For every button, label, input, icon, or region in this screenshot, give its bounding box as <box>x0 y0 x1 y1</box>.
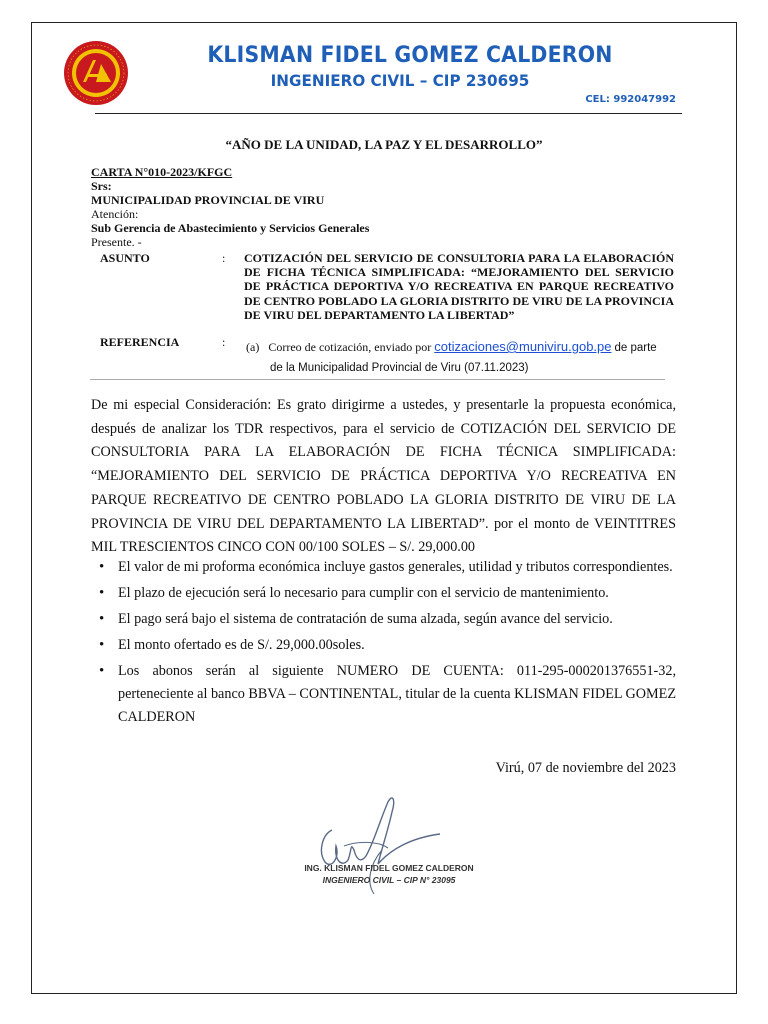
recipient: MUNICIPALIDAD PROVINCIAL DE VIRU <box>91 193 325 207</box>
header-phone: CEL: 992047992 <box>585 94 676 105</box>
list-item: • El valor de mi proforma económica incluye gastos generales, utilidad y tributos correspondientes. <box>91 556 676 579</box>
list-item: • El pago será bajo el sistema de contratación de suma alzada, según avance del servicio. <box>91 608 676 631</box>
ref-tail1: de parte <box>614 342 657 354</box>
year-motto: “AÑO DE LA UNIDAD, LA PAZ Y EL DESARROLLO” <box>225 137 543 152</box>
referencia-label: REFERENCIA <box>100 335 180 349</box>
asunto-label: ASUNTO <box>100 251 150 265</box>
cip-logo-icon <box>63 40 129 106</box>
header-divider <box>95 113 682 114</box>
letter-date: Virú, 07 de noviembre del 2023 <box>495 760 676 776</box>
header-name: KLISMAN FIDEL GOMEZ CALDERON <box>207 43 613 68</box>
terms-list <box>91 556 676 732</box>
asunto-colon: : <box>222 251 226 265</box>
ref-email-link[interactable]: cotizaciones@muniviru.gob.pe <box>434 339 612 354</box>
attention-value: Sub Gerencia de Abastecimiento y Servicios Generales <box>91 221 370 235</box>
list-item: • El monto ofertado es de S/. 29,000.00soles. <box>91 634 676 657</box>
ref-tail2: de la Municipalidad Provincial de Viru (07.11.2023) <box>270 362 529 374</box>
asunto-text: COTIZACIÓN DEL SERVICIO DE CONSULTORIA PARA LA ELABORACIÓN DE FICHA TÉCNICA SIMPLIFICADA: “MEJORAMIENTO DEL SERVICIO DE PRÁCTICA DEPORTIVA Y/O RECREATIVA EN PARQUE RECREATIVO DE CENTRO POBLADO LA GLORIA DISTRITO DE VIRU DE LA PROVINCIA DE VIRU DEL DEPARTAMENTO LA LIBERTAD” <box>244 251 674 322</box>
stamp-title: INGENIERO CIVIL – CIP N° 23095 <box>322 875 456 885</box>
srs-label: Srs: <box>91 179 112 193</box>
ref-prefix: (a) <box>246 340 260 354</box>
body-paragraph: De mi especial Consideración: Es grato dirigirme a ustedes, y presentarle la propuesta económica, después de analizar los TDR respectivos, para el servicio de COTIZACIÓN DEL SERVICIO DE CONSULTORIA PARA LA ELABORACIÓN DE FICHA TÉCNICA SIMPLIFICADA: “MEJORAMIENTO DEL SERVICIO DE PRÁCTICA DEPORTIVA Y/O RECREATIVA EN PARQUE RECREATIVO DE CENTRO POBLADO LA GLORIA DISTRITO DE VIRU DE LA PROVINCIA DE VIRU DEL DEPARTAMENTO LA LIBERTAD”. por el monto de VEINTITRES MIL TRESCIENTOS CINCO CON 00/100 SOLES – S/. 29,000.00 <box>91 397 676 556</box>
letter-number: CARTA N°010-2023/KFGC <box>91 165 233 179</box>
list-item: • El plazo de ejecución será lo necesario para cumplir con el servicio de mantenimiento. <box>91 582 676 605</box>
referencia-colon: : <box>222 335 226 349</box>
presente: Presente. - <box>91 235 142 249</box>
section-divider <box>90 379 665 380</box>
stamp-name: ING. KLISMAN FIDEL GOMEZ CALDERON <box>304 863 474 873</box>
header-title: INGENIERO CIVIL – CIP 230695 <box>270 71 530 90</box>
ref-text: Correo de cotización, enviado por <box>268 340 432 354</box>
attention-label: Atención: <box>91 207 139 221</box>
referencia-text <box>246 337 686 378</box>
list-item: • Los abonos serán al siguiente NUMERO DE CUENTA: 011-295-000201376551-32, perteneciente al banco BBVA – CONTINENTAL, titular de la cuenta KLISMAN FIDEL GOMEZ CALDERON <box>91 660 676 729</box>
